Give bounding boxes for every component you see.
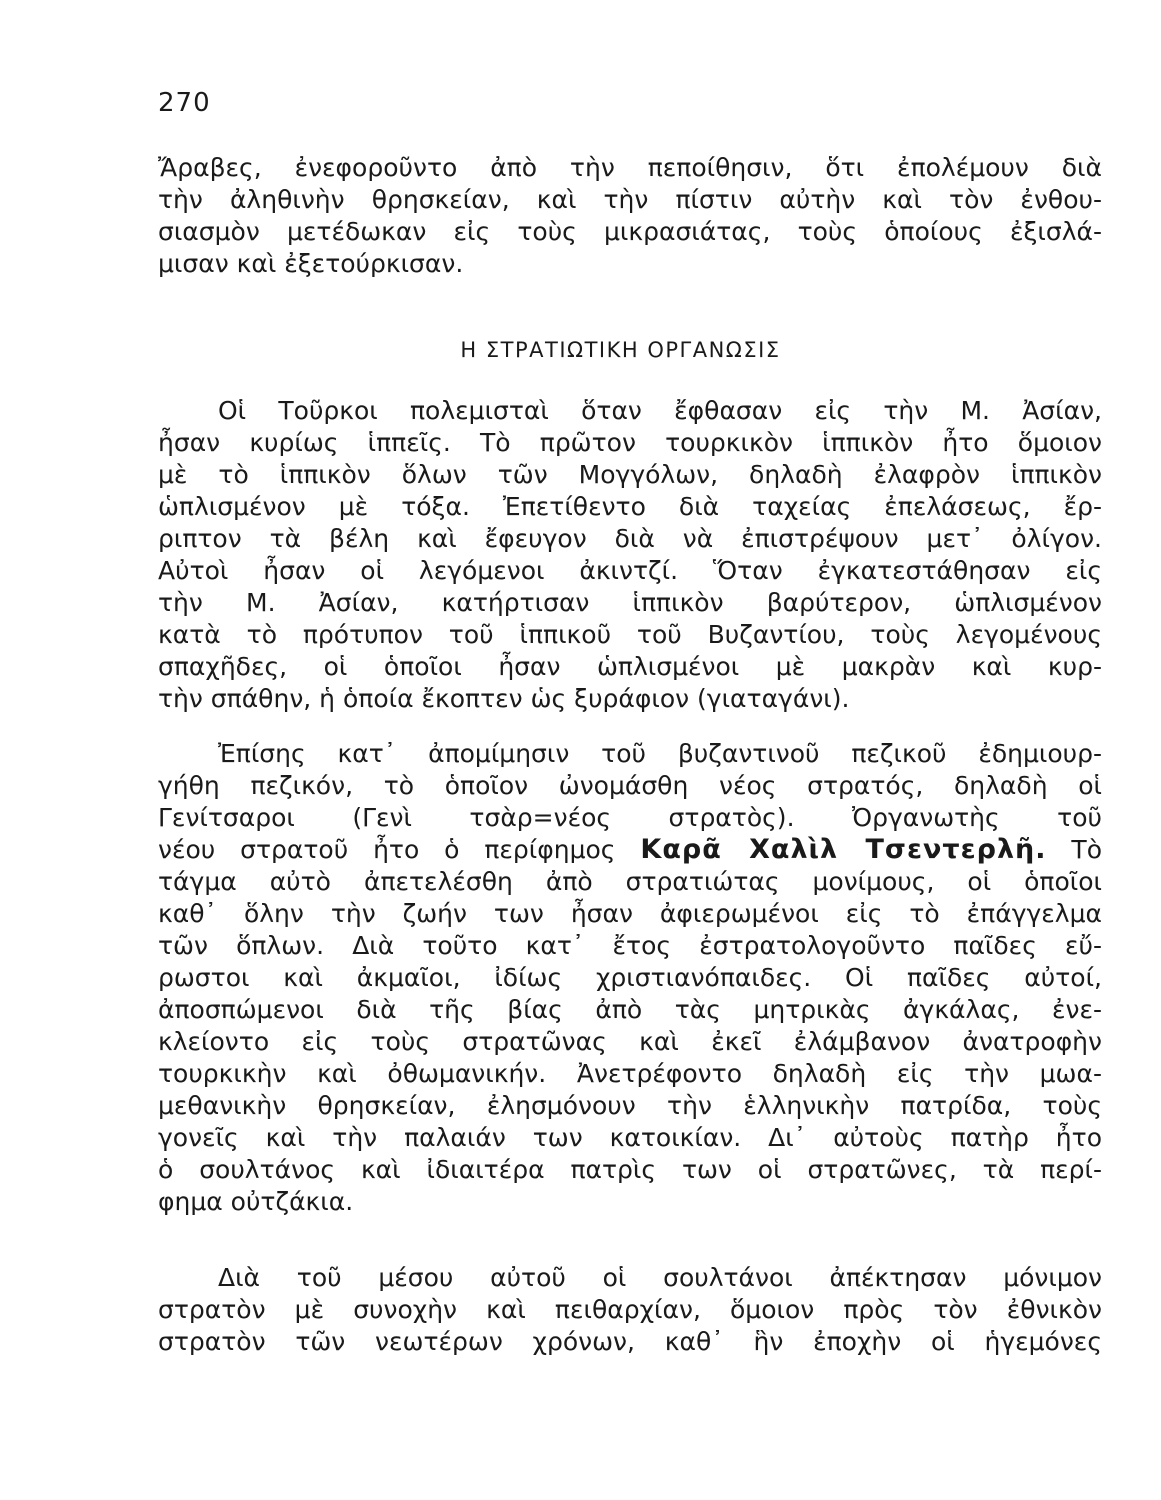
text-line: κατὰ τὸ πρότυπον τοῦ ἱππικοῦ τοῦ Βυζαντίου, τοὺς λεγομένους bbox=[158, 620, 1102, 649]
text-line: μεθανικὴν θρησκείαν, ἐλησμόνουν τὴν ἑλληνικὴν πατρίδα, τοὺς bbox=[158, 1091, 1102, 1120]
text-line: Αὐτοὶ ἦσαν οἱ λεγόμενοι ἀκιντζί. Ὅταν ἐγκατεστάθησαν εἰς bbox=[158, 556, 1102, 585]
text-line: φημα οὐτζάκια. bbox=[158, 1187, 354, 1216]
text-segment: νέου στρατοῦ ἦτο ὁ περίφημος bbox=[158, 835, 616, 864]
text-line: Διὰ τοῦ μέσου αὐτοῦ οἱ σουλτάνοι ἀπέκτησαν μόνιμον bbox=[218, 1263, 1102, 1292]
text-line: ὁ σουλτάνος καὶ ἰδιαιτέρα πατρὶς των οἱ στρατῶνες, τὰ περί- bbox=[158, 1155, 1102, 1184]
text-line: τὴν σπάθην, ἡ ὁποία ἔκοπτεν ὡς ξυράφιον (γιαταγάνι). bbox=[158, 684, 850, 713]
text-line: ρωστοι καὶ ἀκμαῖοι, ἰδίως χριστιανόπαιδες. Οἱ παῖδες αὐτοί, bbox=[158, 963, 1102, 992]
text-line: στρατὸν τῶν νεωτέρων χρόνων, καθ᾽ ἣν ἐποχὴν οἱ ἡγεμόνες bbox=[158, 1327, 1102, 1356]
text-line: καθ᾽ ὅλην τὴν ζωήν των ἦσαν ἀφιερωμένοι εἰς τὸ ἐπάγγελμα bbox=[158, 899, 1102, 928]
paragraph-cavalry bbox=[158, 395, 1102, 715]
text-line: μισαν καὶ ἐξετούρκισαν. bbox=[158, 249, 464, 278]
text-line: Ἄραβες, ἐνεφοροῦντο ἀπὸ τὴν πεποίθησιν, ὅτι ἐπολέμουν διὰ bbox=[158, 153, 1102, 182]
text-line: μὲ τὸ ἱππικὸν ὅλων τῶν Μογγόλων, δηλαδὴ ἐλαφρὸν ἱππικὸν bbox=[158, 460, 1102, 489]
text-segment: Τὸ bbox=[1071, 835, 1102, 864]
text-line: γονεῖς καὶ τὴν παλαιάν των κατοικίαν. Δι᾽ αὐτοὺς πατὴρ ἦτο bbox=[158, 1123, 1102, 1152]
text-line: κλείοντο εἰς τοὺς στρατῶνας καὶ ἐκεῖ ἐλάμβανον ἀνατροφὴν bbox=[158, 1027, 1102, 1056]
paragraph-standing-army bbox=[158, 1262, 1102, 1358]
text-line: Ἐπίσης κατ᾽ ἀπομίμησιν τοῦ βυζαντινοῦ πεζικοῦ ἐδημιουρ- bbox=[218, 739, 1102, 768]
text-line: Γενίτσαροι (Γενὶ τσὰρ=νέος στρατὸς). Ὀργανωτὴς τοῦ bbox=[158, 803, 1102, 832]
text-line: σπαχῆδες, οἱ ὁποῖοι ἦσαν ὡπλισμένοι μὲ μακρὰν καὶ κυρ- bbox=[158, 652, 1102, 681]
text-line: σιασμὸν μετέδωκαν εἰς τοὺς μικρασιάτας, τοὺς ὁποίους ἐξισλά- bbox=[158, 217, 1102, 246]
text-line: στρατὸν μὲ συνοχὴν καὶ πειθαρχίαν, ὅμοιον πρὸς τὸν ἐθνικὸν bbox=[158, 1295, 1102, 1324]
section-heading: Η ΣΤΡΑΤΙΩΤΙΚΗ ΟΡΓΑΝΩΣΙΣ bbox=[460, 338, 781, 362]
page-number: 270 bbox=[158, 88, 211, 118]
text-line: τῶν ὅπλων. Διὰ τοῦτο κατ᾽ ἔτος ἐστρατολογοῦντο παῖδες εὔ- bbox=[158, 931, 1102, 960]
text-line: τὴν Μ. Ἀσίαν, κατήρτισαν ἱππικὸν βαρύτερον, ὡπλισμένον bbox=[158, 588, 1102, 617]
text-line: γήθη πεζικόν, τὸ ὁποῖον ὠνομάσθη νέος στρατός, δηλαδὴ οἱ bbox=[158, 771, 1102, 800]
paragraph-janissaries bbox=[158, 738, 1102, 1218]
text-line: ἦσαν κυρίως ἱππεῖς. Τὸ πρῶτον τουρκικὸν ἱππικὸν ἦτο ὅμοιον bbox=[158, 428, 1102, 457]
text-line-with-bold-name bbox=[158, 834, 1102, 866]
text-line: Οἱ Τοῦρκοι πολεμισταὶ ὅταν ἔφθασαν εἰς τὴν Μ. Ἀσίαν, bbox=[218, 396, 1102, 425]
bold-name: Καρᾶ Χαλὶλ Τσεντερλῆ. bbox=[640, 834, 1047, 865]
text-line: τὴν ἀληθινὴν θρησκείαν, καὶ τὴν πίστιν αὐτὴν καὶ τὸν ἐνθου- bbox=[158, 185, 1102, 214]
text-line: τουρκικὴν καὶ ὀθωμανικήν. Ἀνετρέφοντο δηλαδὴ εἰς τὴν μωα- bbox=[158, 1059, 1102, 1088]
text-line: ριπτον τὰ βέλη καὶ ἔφευγον διὰ νὰ ἐπιστρέψουν μετ᾽ ὀλίγον. bbox=[158, 524, 1102, 553]
paragraph-arabs bbox=[158, 152, 1102, 280]
text-line: ἀποσπώμενοι διὰ τῆς βίας ἀπὸ τὰς μητρικὰς ἀγκάλας, ἐνε- bbox=[158, 995, 1102, 1024]
text-line: ὡπλισμένον μὲ τόξα. Ἐπετίθεντο διὰ ταχείας ἐπελάσεως, ἔρ- bbox=[158, 492, 1102, 521]
text-line: τάγμα αὐτὸ ἀπετελέσθη ἀπὸ στρατιώτας μονίμους, οἱ ὁποῖοι bbox=[158, 867, 1102, 896]
